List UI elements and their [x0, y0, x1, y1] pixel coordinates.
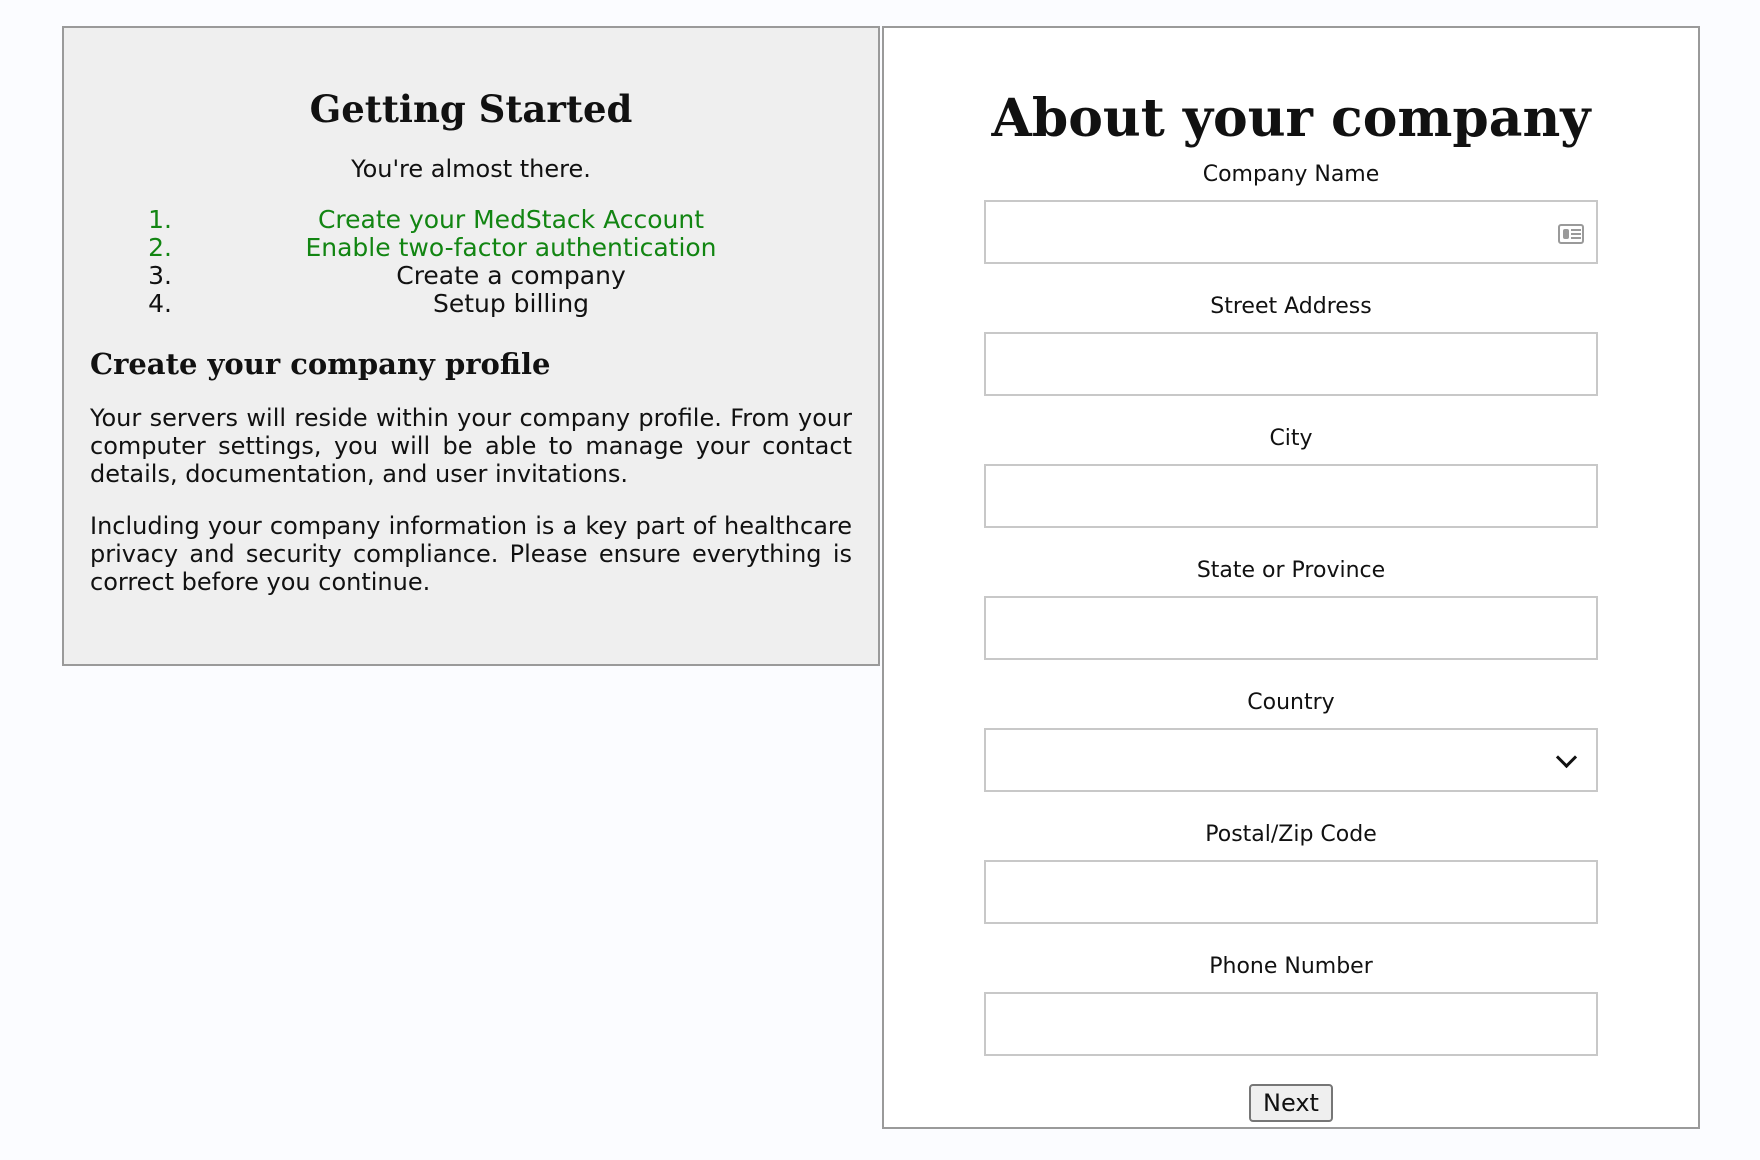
profile-description-1: Your servers will reside within your company profile. From your computer settings, you will be able to manage your contact details, documentation, and user invitations. — [90, 404, 852, 488]
step-item — [90, 262, 852, 290]
street-address-label: Street Address — [1210, 294, 1372, 319]
phone-number-field — [984, 952, 1598, 1056]
country-field — [984, 688, 1598, 792]
company-profile-heading: Create your company profile — [90, 347, 551, 381]
city-label: City — [1269, 426, 1313, 451]
step-label: Create your MedStack Account — [317, 205, 705, 234]
getting-started-subtitle: You're almost there. — [351, 155, 591, 183]
step-number: 1. — [148, 205, 172, 234]
country-label: Country — [1247, 690, 1335, 715]
state-field — [984, 556, 1598, 660]
getting-started-panel — [62, 26, 880, 666]
state-input[interactable] — [984, 596, 1598, 660]
step-item — [90, 234, 852, 262]
state-label: State or Province — [1196, 558, 1386, 583]
step-label: Enable two-factor authentication — [305, 233, 717, 262]
street-address-field — [984, 292, 1598, 396]
step-number: 2. — [148, 233, 172, 262]
postal-code-input[interactable] — [984, 860, 1598, 924]
step-item — [90, 206, 852, 234]
city-input[interactable] — [984, 464, 1598, 528]
step-item — [90, 290, 852, 318]
step-number: 3. — [148, 261, 172, 290]
steps-list — [90, 206, 852, 318]
phone-number-input[interactable] — [984, 992, 1598, 1056]
country-select[interactable] — [984, 728, 1598, 792]
contact-card-icon[interactable] — [1558, 224, 1584, 244]
company-name-input[interactable] — [984, 200, 1598, 264]
postal-code-field — [984, 820, 1598, 924]
street-address-input[interactable] — [984, 332, 1598, 396]
country-select-value[interactable] — [984, 728, 1598, 792]
company-form-panel — [882, 26, 1700, 1129]
phone-number-label: Phone Number — [1209, 954, 1373, 979]
company-name-label: Company Name — [1202, 162, 1380, 187]
step-number: 4. — [148, 289, 172, 318]
getting-started-title: Getting Started — [309, 87, 633, 131]
form-actions — [884, 1084, 1698, 1122]
company-name-field — [984, 160, 1598, 264]
postal-code-label: Postal/Zip Code — [1205, 822, 1377, 847]
profile-description-2: Including your company information is a key part of healthcare privacy and security compliance. Please ensure everything is correct before you continue. — [90, 512, 852, 596]
step-label: Create a company — [396, 261, 626, 290]
next-button[interactable]: Next — [1249, 1084, 1333, 1122]
form-title: About your company — [991, 88, 1591, 149]
city-field — [984, 424, 1598, 528]
step-label: Setup billing — [432, 289, 590, 318]
